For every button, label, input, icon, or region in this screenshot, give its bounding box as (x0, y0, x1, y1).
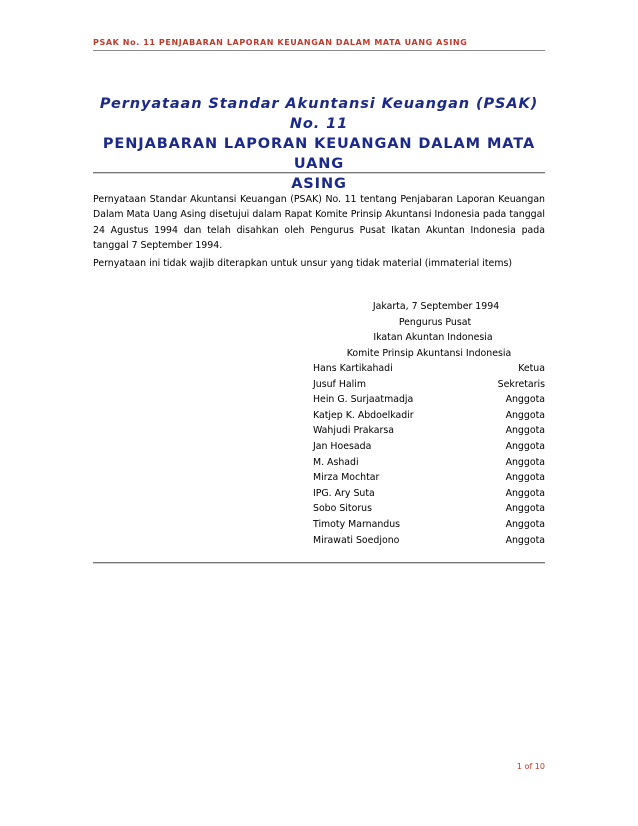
member-name: Hans Kartikahadi (313, 363, 393, 374)
member-role: Anggota (505, 503, 545, 515)
title-line-3: ASING (291, 176, 347, 192)
member-row (313, 439, 545, 455)
title-line-1: Pernyataan Standar Akuntansi Keuangan (PSAK) No. 11 (99, 96, 539, 132)
approval-paragraph: Pernyataan Standar Akuntansi Keuangan (PSAK) No. 11 tentang Penjabaran Laporan Keuangan Dalam Mata Uang Asing disetujui dalam Rapat Komite Prinsip Akuntansi Indonesia pada tanggal 24 Agustus 1994 dan telah disahkan oleh Pengurus Pusat Ikatan Akuntan Indonesia pada tanggal 7 September 1994. (93, 194, 545, 252)
member-name: Katjep K. Abdoelkadir (313, 409, 414, 421)
member-row (313, 470, 545, 486)
member-name: IPG. Ary Suta (313, 487, 375, 499)
member-name: Mirza Mochtar (313, 472, 380, 484)
document-title (93, 94, 545, 194)
member-role: Sekretaris (497, 378, 545, 390)
signature-organization: Ikatan Akuntan Indonesia (373, 332, 493, 343)
header-divider (93, 50, 545, 51)
page-number: 1 of 10 (516, 762, 545, 771)
running-header: PSAK No. 11 PENJABARAN LAPORAN KEUANGAN DALAM MATA UANG ASING (93, 38, 468, 47)
member-row (313, 501, 545, 517)
member-name: Jan Hoesada (313, 440, 372, 452)
member-row (313, 377, 545, 393)
member-row (313, 486, 545, 502)
bottom-divider (93, 562, 545, 564)
member-role: Anggota (505, 456, 545, 468)
member-row (313, 533, 545, 549)
signature-block (313, 299, 545, 548)
member-name: M. Ashadi (313, 456, 359, 468)
member-name: Timoty Marnandus (313, 518, 401, 530)
member-name: Jusuf Halim (313, 378, 366, 390)
member-row (313, 423, 545, 439)
materiality-paragraph: Pernyataan ini tidak wajib diterapkan untuk unsur yang tidak material (immaterial items) (93, 258, 512, 269)
member-role: Anggota (505, 472, 545, 484)
member-name: Mirawati Soedjono (313, 534, 400, 546)
member-role: Anggota (505, 440, 545, 452)
member-row (313, 408, 545, 424)
signature-committee: Komite Prinsip Akuntansi Indonesia (346, 347, 512, 359)
member-row (313, 455, 545, 471)
member-row (313, 361, 545, 377)
signature-body: Pengurus Pusat (398, 316, 472, 328)
member-role: Ketua (518, 363, 545, 374)
title-divider (93, 172, 545, 174)
member-name: Sobo Sitorus (313, 503, 373, 515)
member-name: Wahjudi Prakarsa (313, 425, 395, 437)
member-role: Anggota (505, 487, 545, 499)
member-role: Anggota (505, 425, 545, 437)
member-role: Anggota (505, 409, 545, 421)
member-role: Anggota (505, 518, 545, 530)
member-row (313, 392, 545, 408)
title-line-2: PENJABARAN LAPORAN KEUANGAN DALAM MATA UANG (102, 136, 536, 172)
member-row (313, 517, 545, 533)
member-role: Anggota (505, 534, 545, 546)
member-role: Anggota (505, 394, 545, 406)
signature-place-date: Jakarta, 7 September 1994 (372, 301, 500, 312)
member-name: Hein G. Surjaatmadja (313, 394, 414, 406)
